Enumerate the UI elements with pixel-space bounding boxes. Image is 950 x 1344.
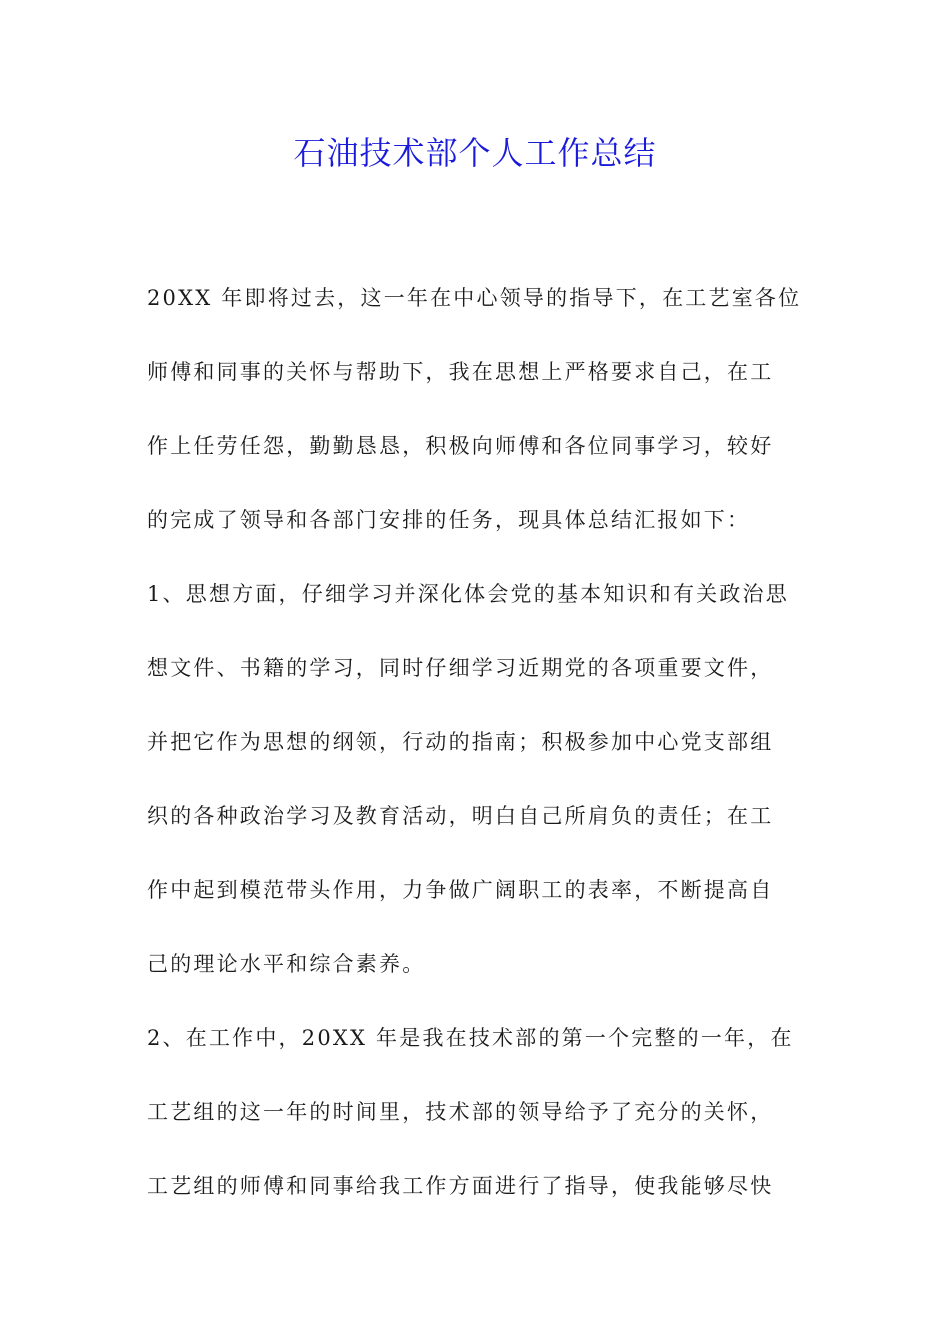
- body-line: 的完成了领导和各部门安排的任务，现具体总结汇报如下：: [147, 508, 751, 532]
- document-body: [147, 261, 807, 1223]
- body-line: 己的理论水平和综合素养。: [147, 952, 426, 976]
- body-line: 师傅和同事的关怀与帮助下，我在思想上严格要求自己，在工: [147, 360, 774, 384]
- body-line: 作中起到模范带头作用，力争做广阔职工的表率，不断提高自: [147, 878, 774, 902]
- document-title: 石油技术部个人工作总结: [293, 134, 657, 172]
- body-line: 工艺组的师傅和同事给我工作方面进行了指导，使我能够尽快: [147, 1174, 774, 1198]
- body-line: 并把它作为思想的纲领，行动的指南；积极参加中心党支部组: [147, 730, 774, 754]
- body-line: 想文件、书籍的学习，同时仔细学习近期党的各项重要文件，: [147, 656, 774, 680]
- body-line: 工艺组的这一年的时间里，技术部的领导给予了充分的关怀，: [147, 1100, 774, 1124]
- body-line: 织的各种政治学习及教育活动，明白自己所肩负的责任；在工: [147, 804, 774, 828]
- body-line: 20XX 年即将过去，这一年在中心领导的指导下，在工艺室各位: [147, 286, 802, 310]
- body-line: 2、在工作中，20XX 年是我在技术部的第一个完整的一年，在: [147, 1026, 794, 1050]
- body-line: 1、思想方面，仔细学习并深化体会党的基本知识和有关政治思: [147, 582, 789, 606]
- body-line: 作上任劳任怨，勤勤恳恳，积极向师傅和各位同事学习，较好: [147, 434, 774, 458]
